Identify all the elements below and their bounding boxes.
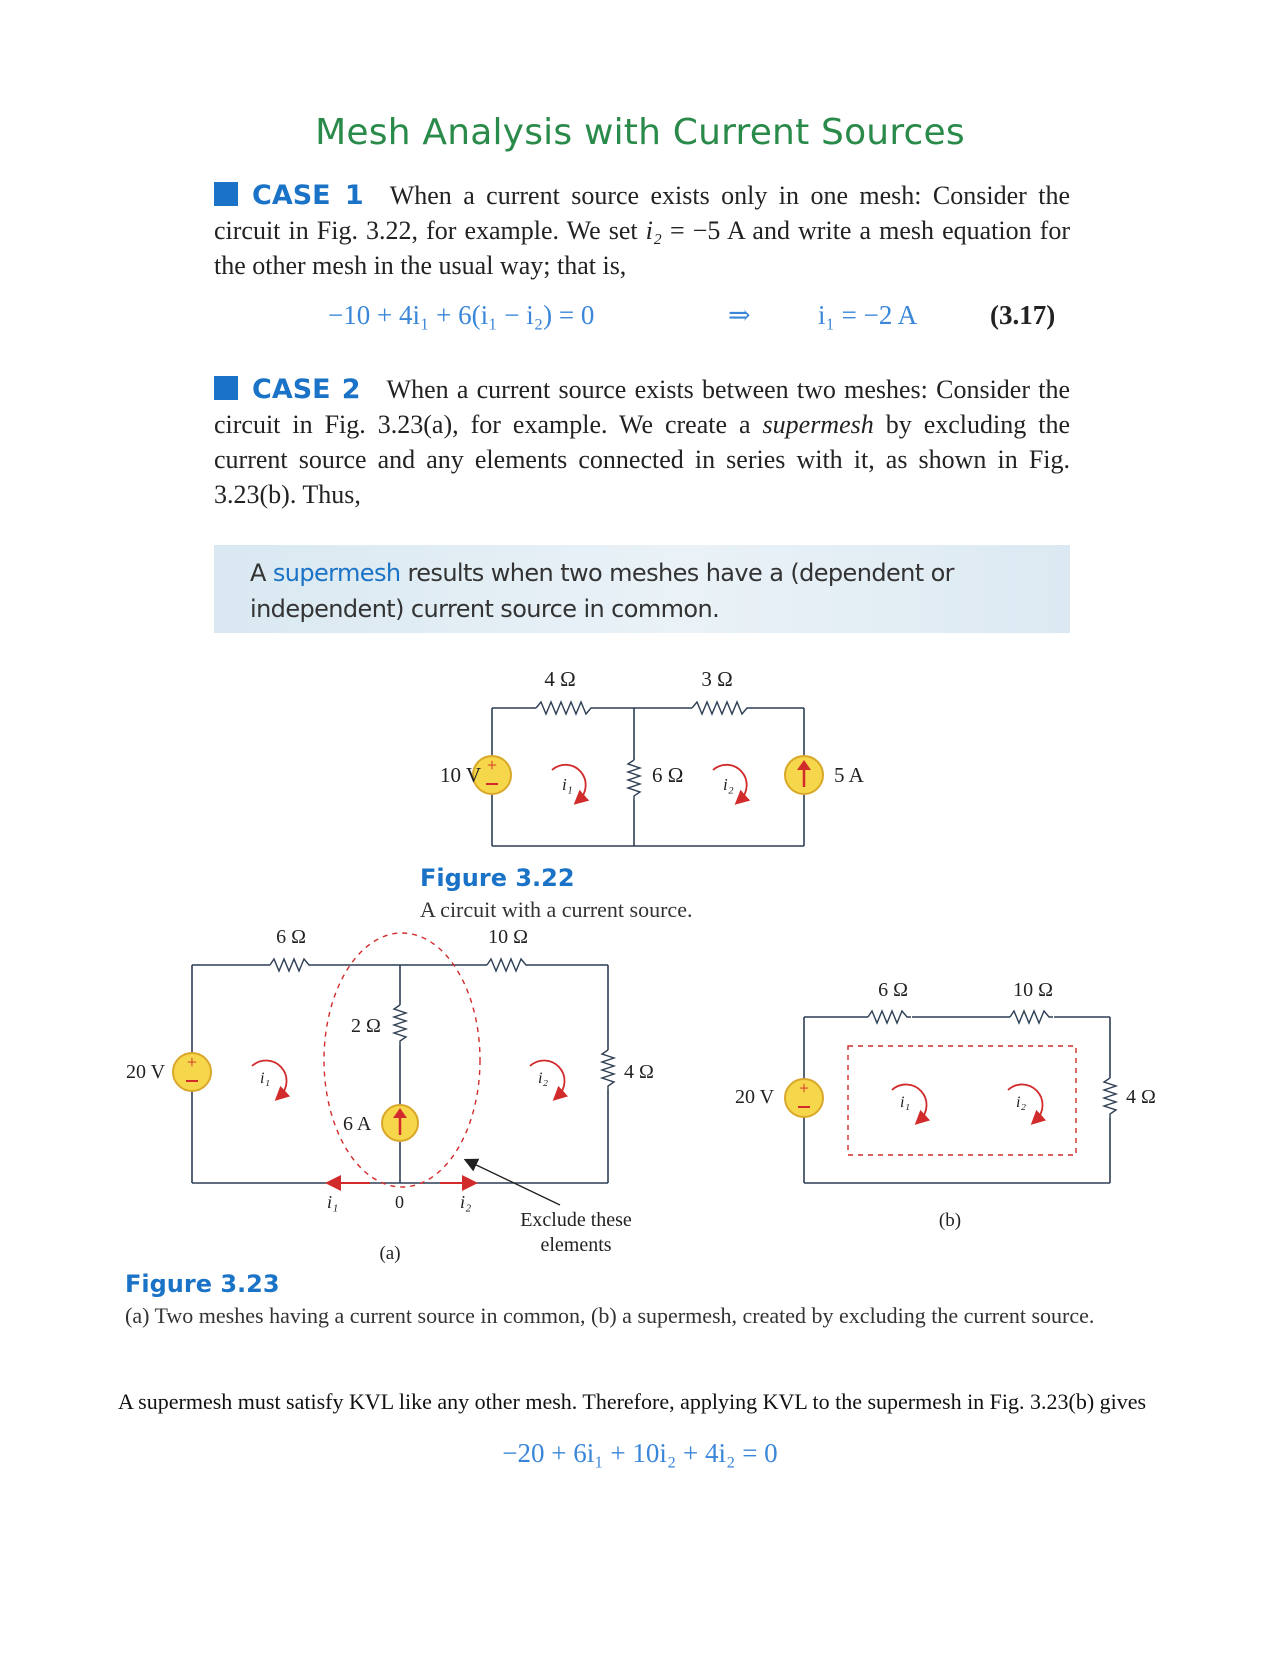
- label-node-i1: i₁: [327, 1192, 339, 1212]
- figure-3-23-label: Figure 3.23: [125, 1270, 280, 1298]
- case-2-text-a: When a current source exists between two meshes: Consider the circuit in Fig. 3.23(a), for example. We create a: [214, 375, 1070, 439]
- case-1-text-a: When a current source exists only in one mesh: Consider the circuit in Fig. 3.22, for example. We set: [214, 181, 1070, 245]
- label-mesh-i2: i₂: [1016, 1094, 1027, 1111]
- label-r-2-ohm: 2 Ω: [351, 1015, 381, 1037]
- figure-3-22-caption: A circuit with a current source.: [420, 897, 693, 922]
- svg-text:+: +: [486, 755, 498, 775]
- callout-term: supermesh: [272, 559, 401, 587]
- label-r-10-ohm: 10 Ω: [1013, 979, 1053, 1001]
- label-r-4-ohm: 4 Ω: [624, 1061, 654, 1083]
- svg-text:+: +: [186, 1052, 198, 1072]
- resistor-10-ohm-icon: [1010, 1011, 1053, 1023]
- label-r-4-ohm: 4 Ω: [1126, 1086, 1156, 1108]
- label-node-i2: i₂: [460, 1192, 472, 1212]
- sublabel-a: (a): [379, 1243, 401, 1264]
- label-r-6-ohm: 6 Ω: [878, 979, 908, 1001]
- label-20v: 20 V: [735, 1086, 775, 1108]
- supermesh-equation: −20 + 6i₁ + 10i₂ + 4i₂ = 0: [502, 1438, 778, 1468]
- body-paragraph: A supermesh must satisfy KVL like any other mesh. Therefore, applying KVL to the supermesh in Fig. 3.23(b) gives: [118, 1389, 1147, 1414]
- case-2-label: CASE 2: [252, 374, 361, 405]
- annotation-line-2: elements: [540, 1234, 612, 1256]
- equation-317-rhs: i₁ = −2 A: [818, 300, 918, 330]
- sublabel-b: (b): [938, 1210, 962, 1231]
- label-mesh-i1: i₁: [562, 775, 573, 794]
- resistor-4-ohm-icon: [1104, 1078, 1116, 1118]
- resistor-6-ohm-icon: [868, 1011, 911, 1023]
- annotation-line-1: Exclude these: [520, 1209, 632, 1231]
- label-r-6-ohm: 6 Ω: [276, 926, 306, 948]
- label-node-0: 0: [395, 1192, 404, 1212]
- voltage-source-icon: [785, 1078, 823, 1117]
- case-1-variable: i₂: [645, 216, 662, 245]
- label-mesh-i2: i₂: [538, 1070, 549, 1087]
- label-mesh-i2: i₂: [723, 775, 734, 794]
- label-r-4-ohm: 4 Ω: [544, 667, 576, 691]
- label-6a: 6 A: [343, 1113, 372, 1135]
- label-20v: 20 V: [126, 1061, 166, 1083]
- case-1-text-b: = −5 A and write a mesh equation for the other mesh in the usual way; that is,: [214, 216, 1070, 280]
- label-mesh-i1: i₁: [900, 1094, 911, 1111]
- case-1-label: CASE 1: [252, 180, 364, 211]
- label-10v: 10 V: [440, 763, 482, 787]
- label-r-10-ohm: 10 Ω: [488, 926, 528, 948]
- label-mesh-i1: i₁: [260, 1070, 271, 1087]
- figure-3-22-label: Figure 3.22: [420, 864, 575, 892]
- label-5a: 5 A: [834, 763, 864, 787]
- callout-rest: results when two meshes have a (dependent or independent) current source in common.: [250, 559, 954, 623]
- equation-number: (3.17): [990, 300, 1056, 330]
- label-r-6-ohm: 6 Ω: [652, 763, 684, 787]
- supermesh-term: supermesh: [762, 410, 874, 439]
- page-title: Mesh Analysis with Current Sources: [315, 112, 965, 153]
- case-2-text-b: by excluding the current source and any elements connected in series with it, as shown in Fig. 3.23(b). Thus,: [214, 410, 1070, 509]
- implies-arrow: ⇒: [728, 300, 751, 330]
- equation-317-lhs: −10 + 4i₁ + 6(i₁ − i₂) = 0: [328, 300, 595, 330]
- label-r-3-ohm: 3 Ω: [701, 667, 733, 691]
- svg-text:+: +: [798, 1078, 810, 1098]
- figure-3-23-caption: (a) Two meshes having a current source in common, (b) a supermesh, created by excluding the current source.: [125, 1303, 1095, 1328]
- callout-lead: A: [250, 559, 273, 587]
